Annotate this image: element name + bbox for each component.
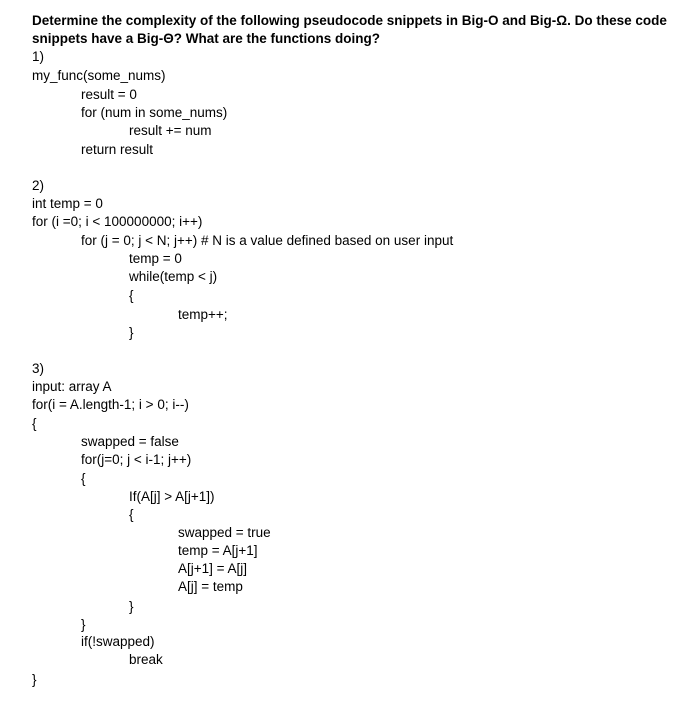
snippet-1-line: result = 0	[81, 87, 137, 102]
snippet-2-line: for (j = 0; j < N; j++) # N is a value defined based on user input	[81, 233, 454, 248]
question-line-1: Determine the complexity of the following pseudocode snippets in Big-O and Big-Ω. Do these code	[32, 13, 667, 28]
snippet-1-line: return result	[81, 142, 154, 157]
snippet-3-line: if(!swapped)	[81, 634, 155, 649]
snippet-3-line: {	[129, 507, 134, 522]
snippet-3-number: 3)	[32, 361, 45, 376]
snippet-3-line: for(i = A.length-1; i > 0; i--)	[32, 397, 189, 412]
snippet-3-line: }	[81, 617, 86, 632]
snippet-3-line: }	[32, 672, 37, 687]
snippet-2-line: {	[129, 288, 134, 303]
snippet-3-line: {	[81, 471, 86, 486]
snippet-3-line: If(A[j] > A[j+1])	[129, 489, 215, 504]
snippet-3-line: swapped = false	[81, 434, 179, 449]
snippet-2-line: int temp = 0	[32, 196, 103, 211]
snippet-3-line: swapped = true	[178, 525, 271, 540]
snippet-3-line: input: array A	[32, 379, 112, 394]
snippet-2-line: temp++;	[178, 307, 228, 322]
snippet-2-number: 2)	[32, 178, 45, 193]
snippet-1-line: my_func(some_nums)	[32, 68, 166, 83]
snippet-3-line: }	[129, 599, 134, 614]
snippet-1-line: result += num	[129, 123, 212, 138]
snippet-3-line: {	[32, 416, 37, 431]
snippet-3-line: break	[129, 652, 163, 667]
snippet-3-line: temp = A[j+1]	[178, 543, 258, 558]
snippet-2-line: while(temp < j)	[129, 269, 218, 284]
snippet-1-line: for (num in some_nums)	[81, 105, 228, 120]
snippet-3-line: A[j] = temp	[178, 579, 243, 594]
question-line-2: snippets have a Big-Θ? What are the functions doing?	[32, 31, 381, 46]
snippet-3-line: A[j+1] = A[j]	[178, 561, 248, 576]
snippet-3-line: for(j=0; j < i-1; j++)	[81, 452, 192, 467]
question-heading	[32, 12, 672, 48]
snippet-2-line: temp = 0	[129, 251, 182, 266]
snippet-2-line: for (i =0; i < 100000000; i++)	[32, 214, 203, 229]
snippet-1-number: 1)	[32, 49, 45, 64]
snippet-2-line: }	[129, 325, 134, 340]
